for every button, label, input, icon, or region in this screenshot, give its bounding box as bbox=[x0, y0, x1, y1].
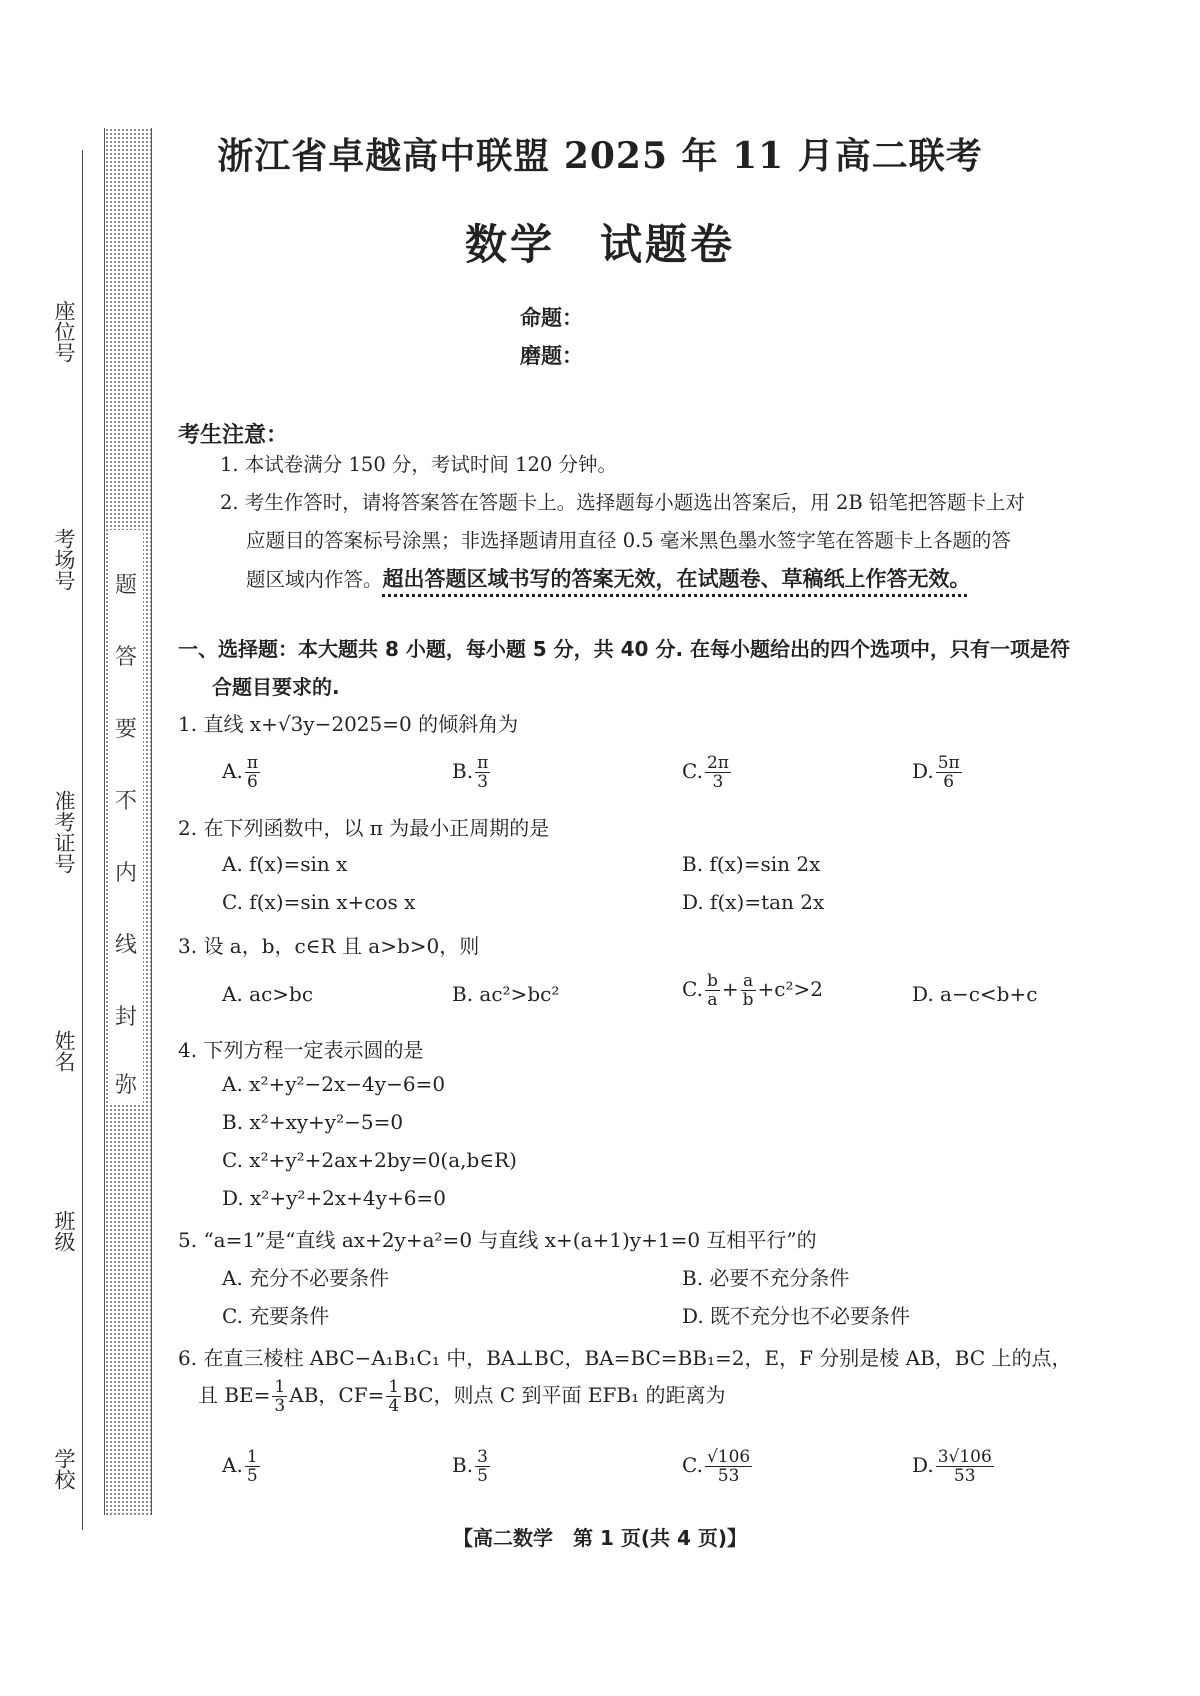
notice-plain-text: 题区域内作答。 bbox=[246, 568, 383, 591]
q6-option-a: A. $\frac{1}{5}$ bbox=[222, 1447, 258, 1486]
seal-char: 不 bbox=[114, 789, 137, 814]
q4-option-c: C. x²+y²+2ax+2by=0(a,b∈R) bbox=[222, 1148, 517, 1172]
q3-option-b: B. ac²>bc² bbox=[452, 982, 560, 1006]
seal-char: 题 bbox=[114, 573, 137, 598]
notice-item-2-line-2: 应题目的答案标号涂黑；非选择题请用直径 0.5 毫米黑色墨水签字笔在答题卡上各题的答 bbox=[246, 529, 1011, 552]
seal-char: 线 bbox=[114, 933, 137, 958]
exam-title: 浙江省卓越高中联盟 2025 年 11 月高二联考 bbox=[217, 135, 983, 177]
page-footer: 【高二数学 第 1 页(共 4 页)】 bbox=[453, 1526, 747, 1550]
q5-option-a: A. 充分不必要条件 bbox=[222, 1266, 390, 1290]
q6-option-d: D. $\frac{3√106}{53}$ bbox=[912, 1447, 992, 1486]
q1-option-a: A. $\frac{\pi}{6}$ bbox=[222, 753, 258, 792]
seal-char: 内 bbox=[114, 861, 137, 886]
q4-stem: 4. 下列方程一定表示圆的是 bbox=[178, 1038, 424, 1062]
q2-option-a: A. f(x)=sin x bbox=[222, 852, 348, 876]
q6-stem-line-1: 6. 在直三棱柱 ABC−A₁B₁C₁ 中，BA⊥BC，BA=BC=BB₁=2，E，F 分别是棱 AB，BC 上的点， bbox=[178, 1346, 1072, 1370]
q5-option-c: C. 充要条件 bbox=[222, 1304, 330, 1328]
binding-line bbox=[82, 150, 83, 1530]
seal-char: 答 bbox=[114, 645, 137, 670]
q3-option-a: A. ac>bc bbox=[222, 982, 314, 1006]
notice-heading: 考生注意： bbox=[178, 423, 289, 448]
name-label: 姓名 bbox=[52, 1030, 76, 1072]
q4-option-d: D. x²+y²+2x+4y+6=0 bbox=[222, 1186, 446, 1210]
q5-stem: 5. “a=1”是“直线 ax+2y+a²=0 与直线 x+(a+1)y+1=0 互相平行”的 bbox=[178, 1228, 817, 1252]
section-1-heading-line-1: 一、选择题：本大题共 8 小题，每小题 5 分，共 40 分. 在每小题给出的四个选项中，只有一项是符 bbox=[178, 637, 1071, 661]
notice-item-2-line-3 bbox=[246, 560, 971, 599]
q6-stem-line-2: 且 BE= $\frac{1}{3}$ AB，CF= $\frac{1}{4}$ BC，则点 C 到平面 EFB₁ 的距离为 bbox=[198, 1377, 726, 1416]
q6-option-c: C. $\frac{√106}{53}$ bbox=[682, 1447, 751, 1486]
paper-subtitle: 数学 试题卷 bbox=[464, 220, 735, 269]
q1-option-b: B. $\frac{\pi}{3}$ bbox=[452, 753, 489, 792]
section-1-heading-line-2: 合题目要求的. bbox=[212, 675, 340, 699]
seat-number-label: 座位号 bbox=[52, 300, 76, 363]
q2-option-d: D. f(x)=tan 2x bbox=[682, 890, 825, 914]
q1-stem: 1. 直线 x+√3y−2025=0 的倾斜角为 bbox=[178, 712, 519, 736]
notice-item-1: 1. 本试卷满分 150 分，考试时间 120 分钟。 bbox=[220, 453, 618, 476]
class-label: 班级 bbox=[52, 1210, 76, 1252]
school-label: 学校 bbox=[52, 1448, 76, 1490]
seal-char: 弥 bbox=[114, 1073, 137, 1098]
q3-option-c: C. $\frac{b}{a}$ + $\frac{a}{b}$ +c²>2 bbox=[682, 971, 823, 1010]
notice-item-2-line-1: 2. 考生作答时，请将答案答在答题卡上。选择题每小题选出答案后，用 2B 铅笔把答题卡上对 bbox=[220, 491, 1025, 514]
q2-stem: 2. 在下列函数中，以 π 为最小正周期的是 bbox=[178, 816, 550, 840]
q3-option-d: D. a−c<b+c bbox=[912, 982, 1038, 1006]
notice-emphasis-text: 超出答题区域书写的答案无效，在试题卷、草稿纸上作答无效。 bbox=[382, 567, 971, 591]
q4-option-b: B. x²+xy+y²−5=0 bbox=[222, 1110, 404, 1134]
admission-number-label: 准考证号 bbox=[52, 790, 76, 874]
section-1-heading bbox=[178, 630, 1108, 706]
q3-stem: 3. 设 a，b，c∈R 且 a>b>0，则 bbox=[178, 934, 480, 958]
exam-room-label: 考场号 bbox=[52, 528, 76, 591]
q2-option-c: C. f(x)=sin x+cos x bbox=[222, 890, 416, 914]
reviewer-label: 磨题： bbox=[520, 344, 583, 368]
q4-option-a: A. x²+y²−2x−4y−6=0 bbox=[222, 1072, 446, 1096]
q6-option-b: B. $\frac{3}{5}$ bbox=[452, 1447, 488, 1486]
seal-char: 封 bbox=[114, 1005, 137, 1030]
seal-char: 要 bbox=[114, 717, 137, 742]
q1-option-d: D. $\frac{5\pi}{6}$ bbox=[912, 753, 960, 792]
q5-option-d: D. 既不充分也不必要条件 bbox=[682, 1304, 911, 1328]
q2-option-b: B. f(x)=sin 2x bbox=[682, 852, 821, 876]
q1-option-c: C. $\frac{2\pi}{3}$ bbox=[682, 753, 729, 792]
q5-option-b: B. 必要不充分条件 bbox=[682, 1266, 850, 1290]
author-label: 命题： bbox=[520, 306, 583, 330]
